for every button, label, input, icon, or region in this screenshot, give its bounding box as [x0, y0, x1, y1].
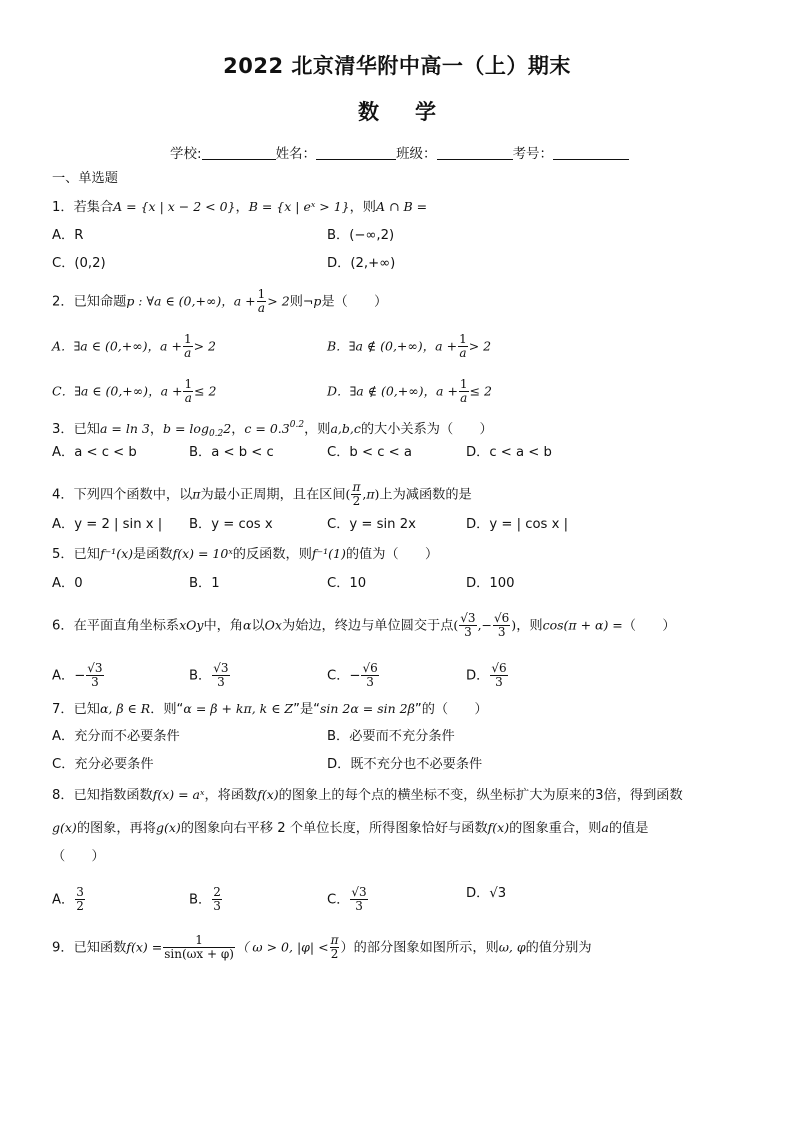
question-8-option-b[interactable]: B． $\frac{2}{3}$ — [189, 885, 221, 913]
question-2-option-b[interactable]: B．∃a ∉ (0,+∞)，a + $\frac{1}{a}$ > 2 — [327, 332, 492, 360]
question-5-option-a[interactable]: A．0 — [52, 576, 83, 591]
fraction-1-over-sin: $\frac{1}{\sin(\omega x + \varphi)}$ — [164, 933, 234, 961]
question-2-option-c[interactable]: C．∃a ∈ (0,+∞)，a + $\frac{1}{a}$ ≤ 2 — [52, 377, 217, 405]
question-6-option-b[interactable]: B． $\frac{√3}{3}$ — [189, 661, 229, 689]
question-3-option-d[interactable]: D．c < a < b — [466, 445, 552, 460]
question-9-stem: 9．已知函数f(x) = $\frac{1}{\sin(\omega x + \varphi)}$ （ ω > 0, |φ| < $\frac{\pi}{2}$ ）的部分图象如图所示，则ω, φ的值分别为 — [52, 933, 592, 961]
question-2-option-d[interactable]: D．∃a ∉ (0,+∞)，a + $\frac{1}{a}$ ≤ 2 — [327, 377, 492, 405]
question-3-stem: 3．已知a = ln 3，$b = \log_{0.2}2$，$c = 0.3^{0.2}$，则a,b,c的大小关系为（ ） — [52, 420, 493, 439]
question-2-stem: 2．已知命题p : ∀a ∈ (0,+∞)，a + $\frac{1}{a}$ > 2则¬p是（ ） — [52, 287, 388, 315]
question-3-option-c[interactable]: C．b < c < a — [327, 445, 412, 460]
school-label: 学校: — [170, 146, 202, 162]
question-5-option-c[interactable]: C．10 — [327, 576, 367, 591]
question-5-stem: 5．已知f⁻¹(x)是函数f(x) = 10ˣ的反函数，则f⁻¹(1)的值为（ ） — [52, 546, 439, 562]
question-4-option-c[interactable]: C．y = sin 2x — [327, 517, 416, 532]
fraction-pi-over-2: $\frac{\pi}{2}$ — [352, 480, 361, 508]
question-1-option-d[interactable]: D．(2,+∞) — [327, 256, 396, 271]
question-7-stem: 7．已知α, β ∈ R．则“α = β + kπ, k ∈ Z”是“sin 2α = sin 2β”的（ ） — [52, 701, 488, 717]
question-4-option-a[interactable]: A．y = 2 | sin x | — [52, 517, 163, 532]
school-blank[interactable] — [202, 146, 276, 160]
exam-subject: 数学 — [358, 100, 472, 124]
fraction-1-over-a: $\frac{1}{a}$ — [257, 287, 266, 315]
exam-title: 2022 北京清华附中高一（上）期末 — [223, 54, 571, 78]
name-label: 姓名： — [275, 146, 317, 162]
question-7-option-d[interactable]: D．既不充分也不必要条件 — [327, 757, 483, 772]
question-1-option-b[interactable]: B．(−∞,2) — [327, 228, 395, 243]
question-6-option-a[interactable]: A．− $\frac{√3}{3}$ — [52, 661, 103, 689]
question-7-option-a[interactable]: A．充分而不必要条件 — [52, 729, 180, 744]
exam-no-label: 考号： — [512, 146, 554, 162]
question-8-stem-line-2: g(x)的图象，再将g(x)的图象向右平移 2 个单位长度，所得图象恰好与函数f(x)的图象重合，则a的值是 — [52, 820, 649, 836]
question-8-stem-line-1: 8．已知指数函数f(x) = aˣ，将函数f(x)的图象上的每个点的横坐标不变，纵坐标扩大为原来的3倍，得到函数 — [52, 787, 683, 803]
question-6-option-c[interactable]: C．− $\frac{√6}{3}$ — [327, 661, 378, 689]
question-7-option-b[interactable]: B．必要而不充分条件 — [327, 729, 455, 744]
exam-no-blank[interactable] — [553, 146, 629, 160]
question-4-option-b[interactable]: B．y = cos x — [189, 517, 273, 532]
question-8-option-d[interactable]: D．√3 — [466, 886, 507, 901]
question-5-option-b[interactable]: B．1 — [189, 576, 220, 591]
name-blank[interactable] — [316, 146, 396, 160]
question-4-stem: 4．下列四个函数中，以π为最小正周期，且在区间( $\frac{\pi}{2}$ ,π)上为减函数的是 — [52, 480, 472, 508]
question-3-option-b[interactable]: B．a < b < c — [189, 445, 274, 460]
section-heading: 一、单选题 — [52, 171, 118, 186]
class-label: 班级： — [396, 146, 437, 162]
question-2-option-a[interactable]: A．∃a ∈ (0,+∞)，a + $\frac{1}{a}$ > 2 — [52, 332, 216, 360]
question-6-stem: 6．在平面直角坐标系xOy中，角α以Ox为始边，终边与单位圆交于点( $\frac{√3}{3}$ ,− $\frac{√6}{3}$ )，则cos(π + α) =（ ） — [52, 611, 676, 639]
question-6-option-d[interactable]: D． $\frac{√6}{3}$ — [466, 661, 507, 689]
question-1-stem: 1．若集合A = {x | x − 2 < 0}，B = {x | eˣ > 1}，则A ∩ B = — [52, 199, 428, 215]
class-blank[interactable] — [437, 146, 513, 160]
question-1-option-a[interactable]: A．R — [52, 228, 84, 243]
question-8-option-a[interactable]: A． $\frac{3}{2}$ — [52, 885, 84, 913]
question-8-option-c[interactable]: C． $\frac{√3}{3}$ — [327, 885, 367, 913]
question-5-option-d[interactable]: D．100 — [466, 576, 515, 591]
question-7-option-c[interactable]: C．充分必要条件 — [52, 757, 154, 772]
question-3-option-a[interactable]: A．a < c < b — [52, 445, 137, 460]
question-1-option-c[interactable]: C．(0,2) — [52, 256, 106, 271]
question-4-option-d[interactable]: D．y = | cos x | — [466, 517, 569, 532]
question-8-stem-line-3: （ ） — [52, 849, 105, 864]
student-info-line — [170, 142, 629, 162]
